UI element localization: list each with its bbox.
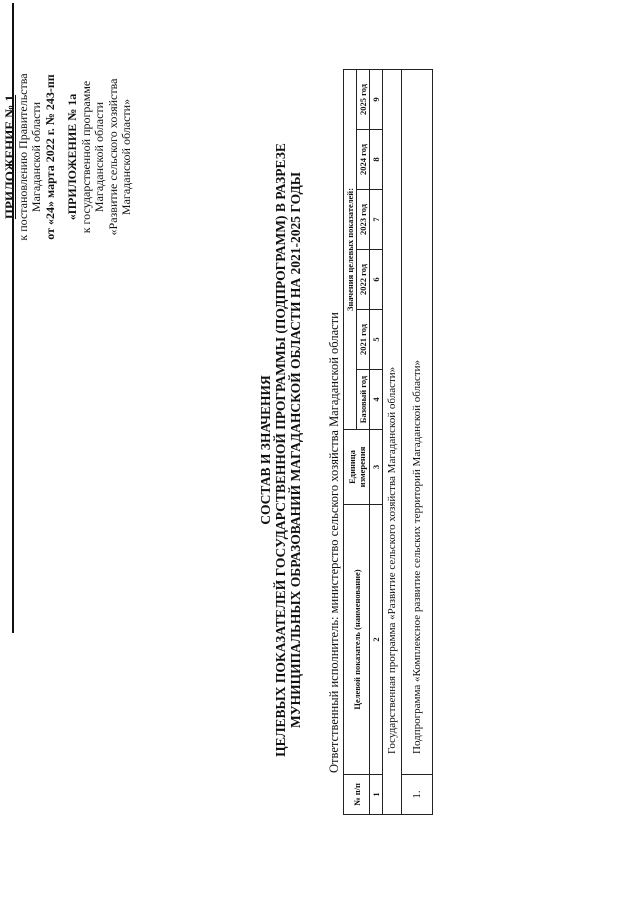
program-row (383, 69, 402, 814)
column-number: 9 (370, 69, 383, 129)
col-header-values: Значения целевых показателей: (344, 69, 357, 429)
subprogram-row (402, 69, 433, 814)
column-number: 2 (370, 505, 383, 775)
table-header-row (344, 69, 357, 814)
program-name: Государственная программа «Развитие сельского хозяйства Магаданской области» (383, 69, 402, 814)
heading-line: МУНИЦИПАЛЬНЫХ ОБРАЗОВАНИЙ МАГАДАНСКОЙ ОБЛАСТИ НА 2021-2025 ГОДЫ (288, 172, 303, 728)
col-header-year: 2024 год (357, 130, 370, 190)
appendix-block (3, 1, 134, 313)
subprogram-num: 1. (402, 775, 433, 815)
appendix-date: от «24» марта 2022 г. № 243-пп (42, 74, 57, 240)
appendix-line: к государственной программе (78, 80, 93, 234)
appendix-title: ПРИЛОЖЕНИЕ № 1 (2, 94, 17, 220)
heading-line: ЦЕЛЕВЫХ ПОКАЗАТЕЛЕЙ ГОСУДАРСТВЕННОЙ ПРОГРАММЫ (ПОДПРОГРАММ) В РАЗРЕЗЕ (273, 143, 288, 757)
col-header-unit: Единица измерения (344, 430, 370, 505)
col-header-year: 2022 год (357, 250, 370, 310)
column-number-row (370, 69, 383, 814)
col-header-year: 2021 год (357, 310, 370, 370)
column-number: 8 (370, 130, 383, 190)
col-header-num: № п/п (344, 775, 370, 815)
col-header-indicator: Целевой показатель (наименование) (344, 505, 370, 775)
appendix-line: Магаданской области (29, 101, 43, 213)
appendix-line: Магаданской области (92, 101, 106, 213)
heading-line: СОСТАВ И ЗНАЧЕНИЯ (258, 375, 273, 525)
appendix-line: Магаданской области» (119, 98, 133, 216)
column-number: 5 (370, 310, 383, 370)
column-number: 7 (370, 190, 383, 250)
column-number: 1 (370, 775, 383, 815)
appendix-line: к постановлению Правительства (15, 73, 30, 241)
document-heading (258, 35, 303, 865)
indicators-table (343, 69, 433, 815)
appendix-line: «Развитие сельского хозяйства (105, 78, 120, 236)
col-header-year: 2025 год (357, 69, 370, 129)
column-number: 6 (370, 250, 383, 310)
col-header-base: Базовый год (357, 370, 370, 430)
column-number: 4 (370, 370, 383, 430)
subprogram-name: Подпрограмма «Комплексное развитие сельских территорий Магаданской области» (402, 69, 433, 774)
column-number: 3 (370, 430, 383, 505)
appendix-title-2: «ПРИЛОЖЕНИЕ № 1а (65, 93, 79, 221)
responsible-executor: Ответственный исполнитель: министерство сельского хозяйства Магаданской области (327, 312, 341, 773)
col-header-year: 2023 год (357, 190, 370, 250)
